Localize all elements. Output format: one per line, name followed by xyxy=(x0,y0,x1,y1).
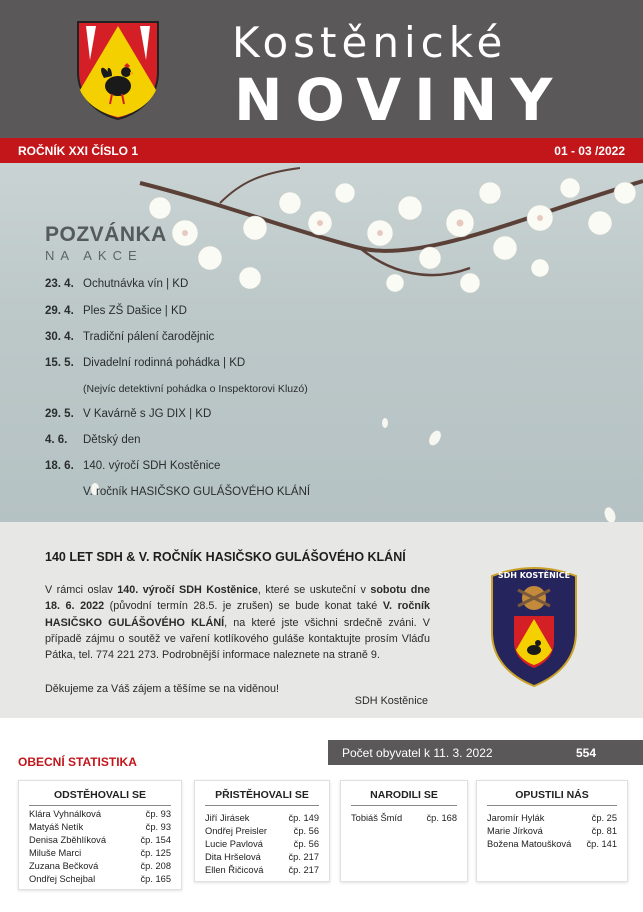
person-name: Jaromír Hylák xyxy=(487,813,545,823)
masthead xyxy=(0,0,643,138)
issue-number: ROČNÍK XXI ČÍSLO 1 xyxy=(18,144,139,158)
house-number: čp. 25 xyxy=(591,813,617,823)
village-crest-icon xyxy=(76,20,160,120)
population-value: 554 xyxy=(576,746,597,760)
article-thanks: Děkujeme za Váš zájem a těšíme se na viděnou! xyxy=(45,683,280,695)
article-text: V rámci oslav xyxy=(45,584,118,596)
house-number: čp. 208 xyxy=(140,861,171,871)
house-number: čp. 125 xyxy=(140,848,171,858)
population-label: Počet obyvatel k 11. 3. 2022 xyxy=(342,746,493,760)
house-number: čp. 93 xyxy=(145,822,171,832)
event-text: Divadelní rodinná pohádka | KD xyxy=(83,357,246,369)
article-body xyxy=(45,582,430,663)
article-bold: 140. výročí SDH Kostěnice xyxy=(117,584,258,596)
statistics-title: OBECNÍ STATISTIKA xyxy=(18,755,137,769)
event-text: Ochutnávka vín | KD xyxy=(83,278,189,290)
invite-subtitle: NA AKCE xyxy=(45,248,143,263)
population-bar xyxy=(328,740,643,765)
house-number: čp. 93 xyxy=(145,809,171,819)
events-section xyxy=(0,163,643,522)
event-text: Ples ZŠ Dašice | KD xyxy=(83,305,187,317)
event-text: Tradiční pálení čarodějnic xyxy=(83,331,215,343)
person-name: Tobiáš Šmíd xyxy=(351,813,403,823)
person-name: Lucie Pavlová xyxy=(205,839,263,849)
column-heading: OPUSTILI NÁS xyxy=(515,789,589,801)
stats-column-moved-out xyxy=(18,780,182,890)
article-text: , na které jste všichni srdečně zváni. V případě zájmu o soutěž ve vaření kotlíkového guláše kontaktujte prosím Vláďu Pátka, tel. 774 221 273. Podrobnější informace naleznete na straně 9. xyxy=(45,616,430,662)
column-heading: NARODILI SE xyxy=(370,789,438,801)
event-date: 29. 5. xyxy=(45,408,74,420)
person-name: Ellen Řičicová xyxy=(205,865,264,875)
house-number: čp. 217 xyxy=(288,852,319,862)
person-name: Klára Vyhnálková xyxy=(29,809,102,819)
article-signature: SDH Kostěnice xyxy=(354,695,428,707)
article-text: (původní termín 28.5. je zrušen) se bude konat také xyxy=(104,600,383,613)
person-name: Marie Jírková xyxy=(487,826,543,836)
house-number: čp. 217 xyxy=(288,865,319,875)
event-date: 23. 4. xyxy=(45,278,74,290)
person-name: Ondřej Preisler xyxy=(205,826,268,836)
event-date: 15. 5. xyxy=(45,357,74,369)
house-number: čp. 165 xyxy=(140,874,171,884)
house-number: čp. 56 xyxy=(293,826,319,836)
divider xyxy=(487,805,617,806)
issue-date: 01 - 03 /2022 xyxy=(554,144,625,158)
article-text: , které se uskuteční v xyxy=(257,584,371,596)
event-text: V. ročník HASIČSKO GULÁŠOVÉHO KLÁNÍ xyxy=(83,486,311,498)
newspaper-title-line1: Kostěnické xyxy=(232,18,508,67)
person-name: Denisa Zběhlíková xyxy=(29,835,106,845)
person-name: Zuzana Bečková xyxy=(29,861,99,871)
house-number: čp. 149 xyxy=(288,813,319,823)
divider xyxy=(205,805,319,806)
event-date: 18. 6. xyxy=(45,460,74,472)
house-number: čp. 168 xyxy=(426,813,457,823)
stats-column-born xyxy=(340,780,468,882)
event-text: (Nejvíc detektivní pohádka o Inspektorovi Kluzó) xyxy=(83,383,308,395)
event-date: 29. 4. xyxy=(45,305,74,317)
event-date: 30. 4. xyxy=(45,331,74,343)
invite-title: POZVÁNKA xyxy=(45,223,167,246)
stats-column-moved-in xyxy=(194,780,330,882)
person-name: Ondřej Schejbal xyxy=(29,874,96,884)
event-text: V Kavárně s JG DIX | KD xyxy=(83,408,212,420)
divider xyxy=(29,805,171,806)
event-text: 140. výročí SDH Kostěnice xyxy=(83,460,221,472)
person-name: Miluše Marci xyxy=(29,848,82,858)
column-heading: ODSTĚHOVALI SE xyxy=(54,789,146,801)
person-name: Dita Hršelová xyxy=(205,852,261,862)
person-name: Matyáš Netík xyxy=(29,822,84,832)
article-bold: sobotu dne 18. 6. 2022 xyxy=(45,584,430,613)
stats-column-deceased xyxy=(476,780,628,882)
badge-text: SDH KOSTĚNICE xyxy=(497,571,571,580)
column-heading: PŘISTĚHOVALI SE xyxy=(215,789,309,801)
newspaper-title-line2: NOVINY xyxy=(234,66,566,134)
person-name: Božena Matoušková xyxy=(487,839,572,849)
person-name: Jiří Jirásek xyxy=(205,813,250,823)
house-number: čp. 81 xyxy=(591,826,617,836)
sdh-badge-icon xyxy=(488,562,580,688)
event-date: 4. 6. xyxy=(45,434,68,446)
issue-bar xyxy=(0,138,643,163)
house-number: čp. 154 xyxy=(140,835,171,845)
article-title: 140 LET SDH & V. ROČNÍK HASIČSKO GULÁŠOVÉHO KLÁNÍ xyxy=(45,550,406,564)
divider xyxy=(351,805,457,806)
house-number: čp. 56 xyxy=(293,839,319,849)
event-text: Dětský den xyxy=(83,434,141,446)
article-bold: V. ročník HASIČSKO GULÁŠOVÉHO KLÁNÍ xyxy=(45,600,430,629)
article-sdh xyxy=(0,522,643,718)
house-number: čp. 141 xyxy=(586,839,617,849)
